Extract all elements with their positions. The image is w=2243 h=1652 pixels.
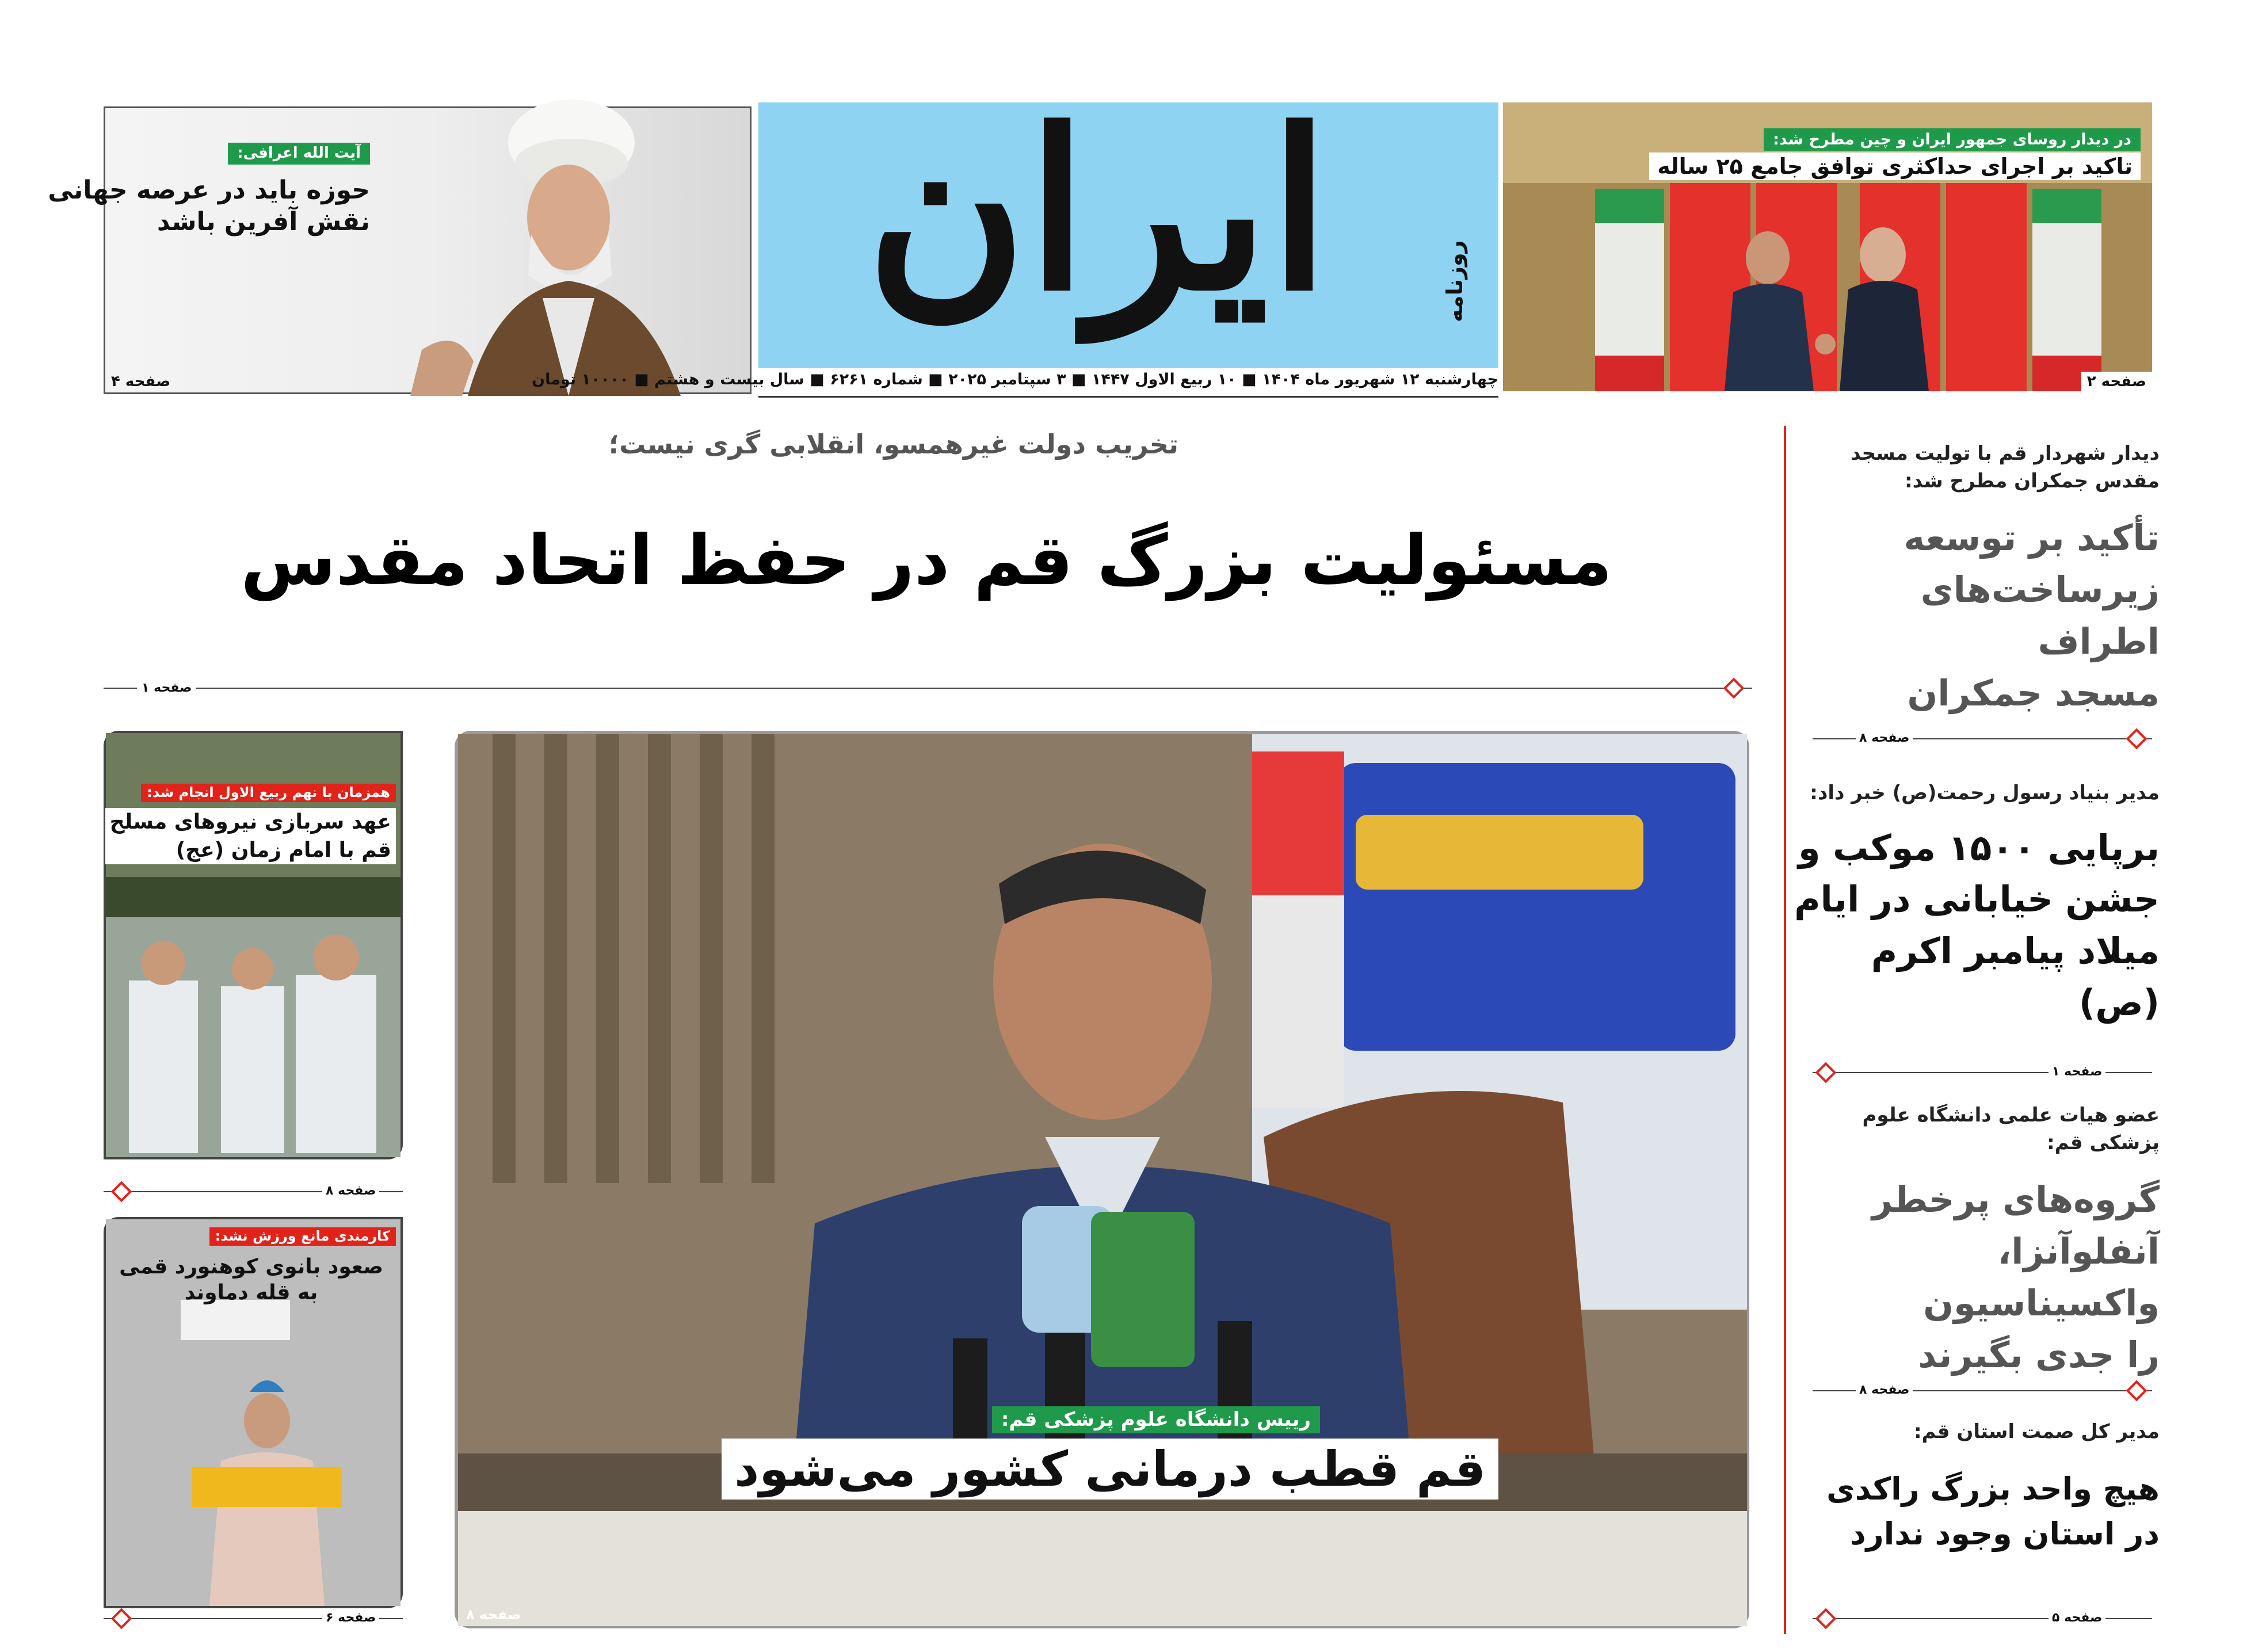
masthead-logo-box — [758, 82, 1498, 368]
left-card-2-diamond — [111, 1608, 132, 1630]
sidebar-story-1-line-2: زیرساخت‌های اطراف — [1920, 569, 2160, 662]
main-photo-headline: قم قطب درمانی کشور می‌شود — [722, 1439, 1498, 1500]
masthead-dateline: چهارشنبه ۱۲ شهریور ماه ۱۴۰۴ ■ ۱۰ ربیع الاول ۱۴۴۷ ■ ۳ سپتامبر ۲۰۲۵ ■ شماره ۶۲۶۱ ■ سال بیست و هشتم ■ ۱۰۰۰۰ تومان — [532, 371, 1498, 388]
left-card-1-kicker: همزمان با نهم ربیع الاول انجام شد: — [141, 784, 396, 802]
sidebar-story-2[interactable] — [1791, 780, 2160, 1029]
sidebar-story-1-line-1: تأکید بر توسعه — [1904, 517, 2160, 559]
sidebar-story-4-line-1: هیچ واحد بزرگ راکدی — [1826, 1470, 2160, 1507]
sidebar-story-2-line-2: جشن خیابانی در ایام — [1794, 878, 2160, 921]
main-photo-kicker: رییس دانشگاه علوم پزشکی قم: — [992, 1406, 1320, 1433]
left-card-2-kicker: کارمندی مانع ورزش نشد: — [209, 1227, 396, 1246]
sidebar-story-1-line-3: مسجد جمکران — [1907, 672, 2160, 714]
left-card-1-headline-2: قم با امام زمان (عج) — [105, 836, 396, 864]
lead-page-ref: صفحه ۱ — [137, 681, 196, 695]
left-card-2-page-ref: صفحه ۶ — [322, 1611, 379, 1625]
sidebar-red-rule — [1784, 426, 1786, 1634]
left-card-2[interactable] — [104, 1217, 403, 1608]
top-left-kicker: آیت الله اعرافی: — [228, 143, 370, 165]
sidebar-story-4-line-2: در استان وجود ندارد — [1849, 1515, 2160, 1552]
lead-kicker: تخریب دولت غیرهمسو، انقلابی گری نیست؛ — [608, 429, 1178, 460]
sidebar-story-1-kicker: دیدار شهردار قم با تولیت مسجد مقدس جمکران مطرح شد: — [1851, 442, 2160, 493]
top-left-box[interactable] — [48, 106, 752, 394]
sidebar-story-1-page-ref: صفحه ۸ — [1856, 731, 1913, 745]
sidebar-story-2-line-3: میلاد پیامبر اکرم (ص) — [1871, 930, 2160, 1024]
left-card-2-headline-1: صعود بانوی کوهنورد قمی — [119, 1255, 383, 1279]
top-right-page-ref: صفحه ۲ — [2086, 373, 2146, 390]
top-left-headline-2: نقش آفرین باشد — [157, 207, 370, 236]
sidebar-story-2-kicker: مدیر بنیاد رسول رحمت(ص) خبر داد: — [1810, 781, 2160, 804]
sidebar-story-3-kicker: عضو هیات علمی دانشگاه علوم پزشکی قم: — [1862, 1104, 2160, 1154]
top-right-box[interactable] — [1503, 102, 2152, 391]
lead-headline: مسئولیت بزرگ قم در حفظ اتحاد مقدس — [241, 521, 1612, 601]
sidebar-story-2-line-1: برپایی ۱۵۰۰ موکب و — [1798, 826, 2160, 869]
sidebar-2-diamond — [1815, 1062, 1837, 1083]
masthead-tagline: روزنامه — [1442, 240, 1467, 322]
sidebar-4-diamond — [1815, 1608, 1837, 1630]
cleric-portrait-image — [324, 108, 750, 396]
sidebar-story-3-line-3: را جدی بگیرند — [1918, 1333, 2160, 1376]
main-photo-page-ref: صفحه ۸ — [466, 1607, 521, 1623]
top-left-headline-1: حوزه باید در عرصه جهانی — [48, 175, 370, 205]
sidebar-story-4[interactable] — [1791, 1418, 2160, 1556]
lead-separator-diamond — [1723, 678, 1745, 699]
sidebar-story-1[interactable] — [1791, 440, 2160, 719]
left-card-1-headline-1: عهد سربازی نیروهای مسلح — [105, 808, 396, 836]
top-right-headline: تاکید بر اجرای حداکثری توافق جامع ۲۵ ساله — [1649, 152, 2141, 180]
sidebar-1-diamond — [2126, 728, 2147, 750]
sidebar-story-3-line-2: آنفلوآنزا، واکسیناسیون — [1923, 1230, 2160, 1324]
sidebar-story-4-page-ref: صفحه ۵ — [2049, 1611, 2105, 1625]
sidebar-story-4-kicker: مدیر کل صمت استان قم: — [1914, 1420, 2160, 1443]
sidebar-story-3[interactable] — [1791, 1102, 2160, 1381]
top-left-page-ref: صفحه ۴ — [111, 373, 171, 390]
sidebar-3-diamond — [2126, 1380, 2147, 1402]
sidebar-story-3-line-1: گروه‌های پرخطر — [1872, 1178, 2160, 1221]
left-card-1-page-ref: صفحه ۸ — [322, 1184, 379, 1198]
sidebar-story-3-page-ref: صفحه ۸ — [1856, 1383, 1913, 1397]
left-card-1[interactable] — [104, 731, 403, 1159]
sidebar-story-2-page-ref: صفحه ۱ — [2049, 1065, 2105, 1079]
top-right-kicker: در دیدار روسای جمهور ایران و چین مطرح شد: — [1764, 128, 2141, 151]
masthead-logo: ایران — [866, 82, 1330, 339]
main-photo-card[interactable] — [455, 731, 1749, 1628]
left-card-1-diamond — [111, 1181, 132, 1203]
left-card-2-headline-2: به قله دماوند — [184, 1281, 318, 1304]
